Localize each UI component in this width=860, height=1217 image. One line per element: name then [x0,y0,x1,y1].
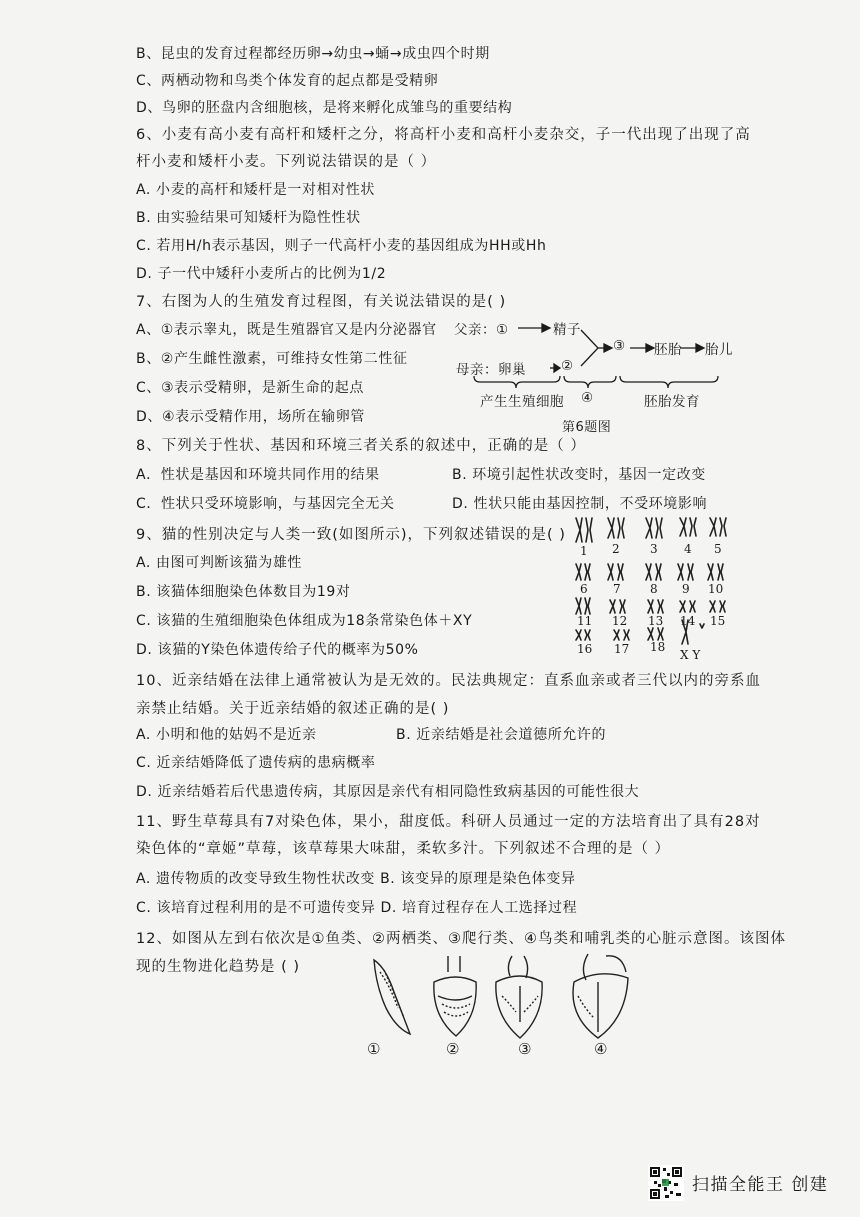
qr-code-drawing [648,1165,684,1201]
embryo-development-label: 胚胎发育 [644,394,700,410]
question-6-option-a: A. 小麦的高杆和矮杆是一对相对性状 [136,182,376,198]
question-6-option-c: C. 若用H/h表示基因，则子一代高杆小麦的基因组成为HH或Hh [136,238,547,254]
chromosome-number-7: 7 [613,582,621,596]
question-9-option-a: A. 由图可判断该猫为雄性 [136,555,303,571]
question-8-stem: 8、下列关于性状、基因和环境三者关系的叙述中，正确的是（ ） [136,438,586,454]
question-10-option-d: D. 近亲结婚若后代患遗传病，其原因是亲代有相同隐性致病基因的可能性很大 [136,784,640,800]
chromosome-number-6: 6 [580,582,588,596]
question-9-stem: 9、猫的性别决定与人类一致(如图所示)，下列叙述错误的是( ) [136,527,566,543]
zygote-number-label: ③ [613,338,626,354]
scanner-watermark: 扫描全能王 创建 [692,1175,829,1195]
question-9-option-d: D. 该猫的Y染色体遗传给子代的概率为50% [136,642,419,658]
option-c-amphibian: C、两栖动物和鸟类个体发育的起点都是受精卵 [136,73,439,89]
figure-caption: 第6题图 [562,420,612,435]
chromosome-number-1: 1 [580,544,588,558]
question-10-option-a: A. 小明和他的姑妈不是近亲 [136,727,317,743]
option-b-insect: B、昆虫的发育过程都经历卵→幼虫→蛹→成虫四个时期 [136,46,490,62]
question-8-option-d: D. 性状只能由基因控制，不受环境影响 [452,496,708,512]
question-12-stem-cont: 现的生物进化趋势是 ( ) [136,959,301,975]
mother-label: 母亲：卵巢 [456,362,526,378]
embryo-label: 胚胎 [654,342,682,358]
chromosome-number-15: 15 [710,614,726,628]
question-11-stem: 11、野生草莓具有7对染色体，果小，甜度低。科研人员通过一定的方法培育出了具有28对 [136,814,761,830]
chromosome-number-2: 2 [612,542,620,556]
chromosome-number-8: 8 [650,582,658,596]
option-d-egg: D、鸟卵的胚盘内含细胞核，是将来孵化成雏鸟的重要结构 [136,100,513,116]
question-6-stem: 6、小麦有高小麦有高杆和矮杆之分，将高杆小麦和高杆小麦杂交，子一代出现了出现了高 [136,127,751,143]
chromosome-number-18: 18 [650,640,666,654]
sex-chromosome-label: X Y [680,648,701,662]
fertilization-number-label: ④ [581,390,594,406]
chromosome-number-3: 3 [650,542,658,556]
question-9-option-c: C. 该猫的生殖细胞染色体组成为18条常染色体＋XY [136,613,473,629]
question-8-option-a: A．性状是基因和环境共同作用的结果 [136,467,380,483]
sperm-label: 精子 [553,322,581,338]
question-7-option-a: A、①表示睾丸，既是生殖器官又是内分泌器官 [136,322,437,338]
question-9-option-b: B. 该猫体细胞染色体数目为19对 [136,584,351,600]
ovum-number-label: ② [561,358,574,374]
chromosome-number-11: 11 [577,614,593,628]
question-8-option-c: C．性状只受环境影响，与基因完全无关 [136,496,395,512]
heart-label-1: ① [367,1040,381,1058]
fetus-label: 胎儿 [705,342,733,358]
heart-label-2: ② [446,1040,460,1058]
chromosome-number-16: 16 [577,642,593,656]
cat-karyotype-figure [568,516,738,666]
father-label: 父亲：① [454,322,509,338]
heart-label-4: ④ [594,1040,608,1058]
question-6-option-b: B. 由实验结果可知矮杆为隐性性状 [136,210,361,226]
question-12-stem: 12、如图从左到右依次是①鱼类、②两栖类、③爬行类、④鸟类和哺乳类的心脏示意图。该图体 [136,931,786,947]
question-11-stem-cont: 染色体的“章姬”草莓，该草莓果大味甜，柔软多汁。下列叙述不合理的是（ ） [136,841,671,857]
chromosome-number-9: 9 [682,582,690,596]
chromosome-number-14: 14 [680,614,696,628]
question-7-option-c: C、③表示受精卵，是新生命的起点 [136,380,364,396]
chromosome-number-12: 12 [612,614,628,628]
question-10-stem: 10、近亲结婚在法律上通常被认为是无效的。民法典规定：直系血亲或者三代以内的旁系血 [136,673,761,689]
question-10-stem-cont: 亲禁止结婚。关于近亲结婚的叙述正确的是( ) [136,701,450,717]
question-7-option-d: D、④表示受精作用，场所在输卵管 [136,409,365,425]
qr-code-icon [648,1165,684,1201]
question-7-stem: 7、右图为人的生殖发育过程图，有关说法错误的是( ) [136,294,507,310]
question-7-option-b: B、②产生雌性激素，可维持女性第二性征 [136,351,408,367]
question-11-option-cd: C. 该培育过程利用的是不可遗传变异 D. 培育过程存在人工选择过程 [136,900,578,916]
chromosome-number-5: 5 [714,542,722,556]
question-10-option-b: B. 近亲结婚是社会道德所允许的 [396,727,607,743]
chromosome-number-13: 13 [648,614,664,628]
question-10-option-c: C. 近亲结婚降低了遗传病的患病概率 [136,755,376,771]
question-11-option-ab: A. 遗传物质的改变导致生物性状改变 B. 该变异的原理是染色体变异 [136,871,576,887]
gamete-production-label: 产生生殖细胞 [480,394,564,410]
heart-drawings [360,952,650,1042]
question-6-stem-cont: 杆小麦和矮杆小麦。下列说法错误的是（ ） [136,154,437,170]
reproduction-diagram [450,312,750,435]
chromosome-number-4: 4 [684,542,692,556]
heart-label-3: ③ [518,1040,532,1058]
chromosome-number-17: 17 [614,642,630,656]
question-6-option-d: D. 子一代中矮秆小麦所占的比例为1/2 [136,266,387,282]
question-8-option-b: B. 环境引起性状改变时，基因一定改变 [452,467,706,483]
chromosome-number-10: 10 [708,582,724,596]
